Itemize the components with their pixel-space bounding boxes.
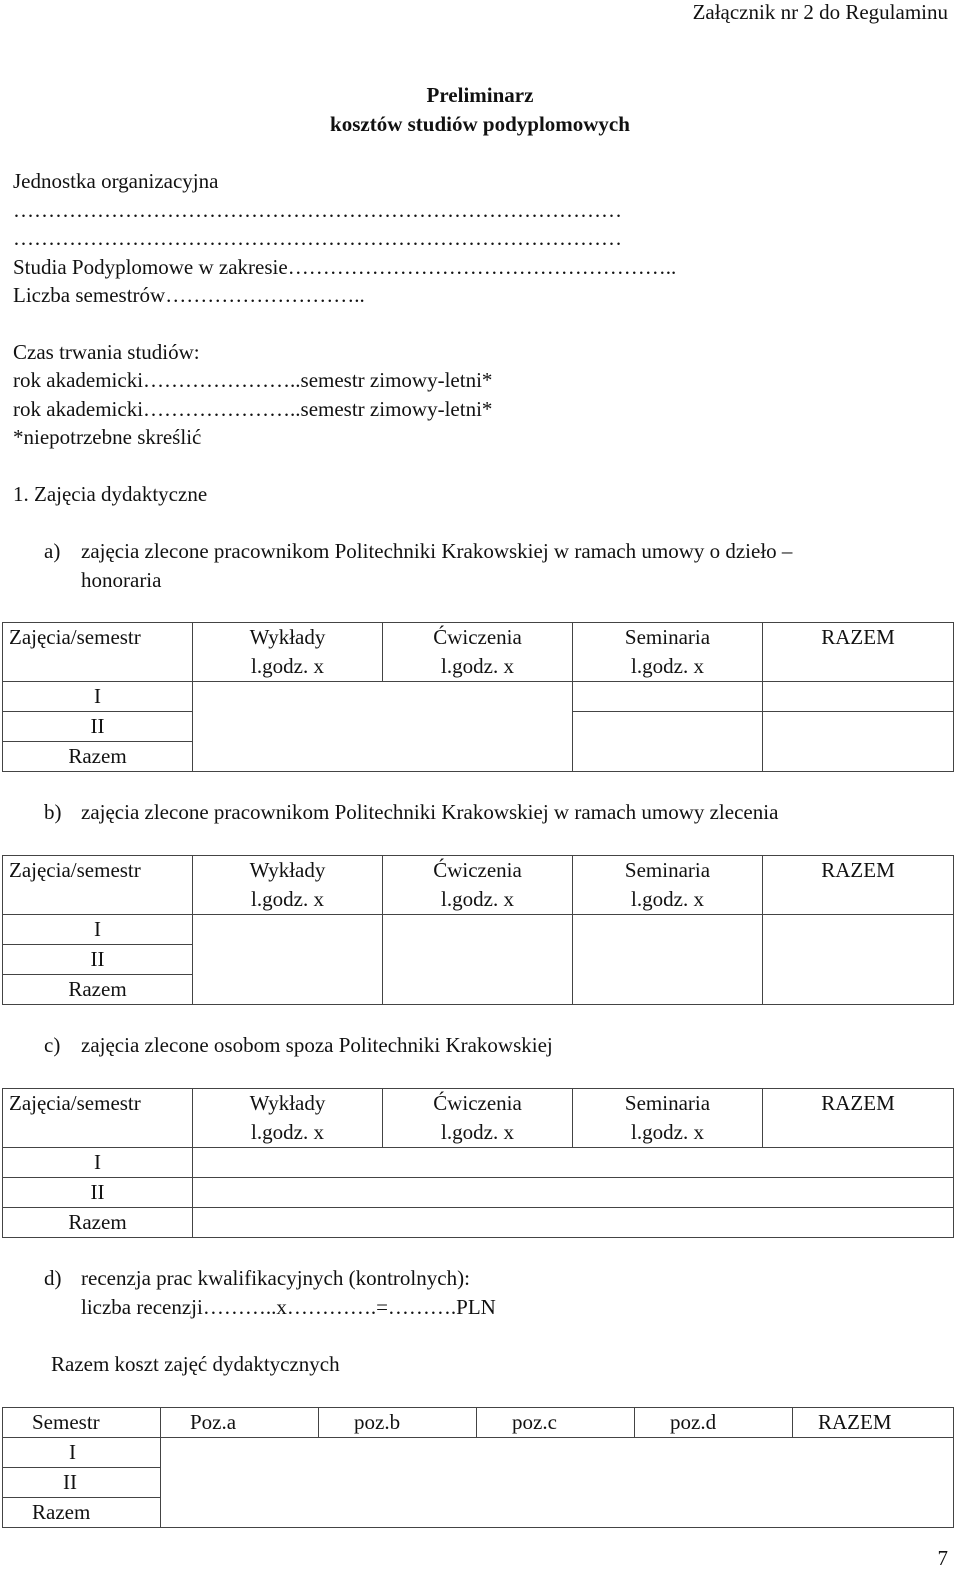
- total-header-d: poz.d: [635, 1408, 793, 1438]
- table-a-header-seminars: Seminaria l.godz. x: [573, 623, 763, 682]
- table-b-header-lectures: Wykłady l.godz. x: [193, 856, 383, 915]
- table-row-label: II: [3, 1468, 161, 1498]
- unit-dots-2: ……………………………………………………………………………: [13, 226, 622, 250]
- table-row-label: I: [3, 682, 193, 712]
- table-cell: [193, 1208, 954, 1238]
- academic-year-2: rok akademicki…………………..semestr zimowy-letni*: [13, 397, 493, 421]
- table-cell: [193, 1178, 954, 1208]
- table-a: [2, 622, 954, 772]
- sub-d-marker: d): [44, 1266, 62, 1290]
- table-a-header-activity: Zajęcia/semestr: [3, 623, 193, 682]
- table-c-header-total: RAZEM: [763, 1089, 954, 1148]
- table-row-label: II: [3, 1178, 193, 1208]
- sub-d-text: recenzja prac kwalifikacyjnych (kontrolnych):: [81, 1266, 470, 1290]
- table-cell: [763, 682, 954, 712]
- document-subtitle: kosztów studiów podyplomowych: [330, 112, 630, 136]
- sub-a-text: zajęcia zlecone pracownikom Politechniki Krakowskiej w ramach umowy o dzieło –: [81, 539, 793, 563]
- sub-c-text: zajęcia zlecone osobom spoza Politechniki Krakowskiej: [81, 1033, 553, 1057]
- table-row-label: Razem: [3, 1498, 161, 1528]
- unit-label: Jednostka organizacyjna: [13, 169, 219, 193]
- total-header-c: poz.c: [477, 1408, 635, 1438]
- table-row-label: I: [3, 915, 193, 945]
- table-c: [2, 1088, 954, 1238]
- total-cost-label: Razem koszt zajęć dydaktycznych: [51, 1352, 340, 1376]
- table-b-header-activity: Zajęcia/semestr: [3, 856, 193, 915]
- table-a-header-exercises: Ćwiczenia l.godz. x: [383, 623, 573, 682]
- table-cell: [573, 915, 763, 1005]
- unit-dots-1: ……………………………………………………………………………: [13, 198, 622, 222]
- sub-a-marker: a): [44, 539, 61, 563]
- page-number: 7: [937, 1546, 948, 1570]
- sub-b-marker: b): [44, 800, 62, 824]
- sub-b-text: zajęcia zlecone pracownikom Politechniki Krakowskiej w ramach umowy zlecenia: [81, 800, 779, 824]
- sub-c-marker: c): [44, 1033, 61, 1057]
- academic-year-1: rok akademicki…………………..semestr zimowy-letni*: [13, 368, 493, 392]
- table-cell: [161, 1438, 954, 1528]
- table-c-header-seminars: Seminaria l.godz. x: [573, 1089, 763, 1148]
- table-a-header-total: RAZEM: [763, 623, 954, 682]
- table-cell: [763, 712, 954, 772]
- table-row-label: II: [3, 945, 193, 975]
- table-cell: [193, 682, 573, 772]
- table-b-header-seminars: Seminaria l.godz. x: [573, 856, 763, 915]
- table-cell: [193, 1148, 954, 1178]
- duration-label: Czas trwania studiów:: [13, 340, 200, 364]
- study-scope-field: Studia Podyplomowe w zakresie………………………………………………..: [13, 255, 677, 279]
- table-cell: [383, 915, 573, 1005]
- table-a-header-lectures: Wykłady l.godz. x: [193, 623, 383, 682]
- document-title: Preliminarz: [426, 83, 534, 107]
- table-cell: [763, 915, 954, 1005]
- total-header-total: RAZEM: [793, 1408, 954, 1438]
- table-row-label: II: [3, 712, 193, 742]
- table-b-header-exercises: Ćwiczenia l.godz. x: [383, 856, 573, 915]
- sub-a-text-cont: honoraria: [81, 568, 162, 592]
- table-row-label: I: [3, 1438, 161, 1468]
- table-c-header-lectures: Wykłady l.godz. x: [193, 1089, 383, 1148]
- table-b: [2, 855, 954, 1005]
- total-header-semester: Semestr: [3, 1408, 161, 1438]
- total-header-a: Poz.a: [161, 1408, 319, 1438]
- annex-label: Załącznik nr 2 do Regulaminu: [692, 0, 948, 24]
- table-cell: [573, 712, 763, 772]
- table-cell: [573, 682, 763, 712]
- table-row-label: Razem: [3, 1208, 193, 1238]
- total-header-b: poz.b: [319, 1408, 477, 1438]
- table-row-label: I: [3, 1148, 193, 1178]
- section-heading: 1. Zajęcia dydaktyczne: [13, 482, 208, 506]
- total-table: [2, 1407, 954, 1528]
- table-cell: [193, 915, 383, 1005]
- table-c-header-activity: Zajęcia/semestr: [3, 1089, 193, 1148]
- table-c-header-exercises: Ćwiczenia l.godz. x: [383, 1089, 573, 1148]
- table-row-label: Razem: [3, 975, 193, 1005]
- sub-d-formula: liczba recenzji………..x………….=……….PLN: [81, 1295, 496, 1319]
- semesters-field: Liczba semestrów………………………..: [13, 283, 365, 307]
- table-row-label: Razem: [3, 742, 193, 772]
- footnote: *niepotrzebne skreślić: [13, 425, 202, 449]
- table-b-header-total: RAZEM: [763, 856, 954, 915]
